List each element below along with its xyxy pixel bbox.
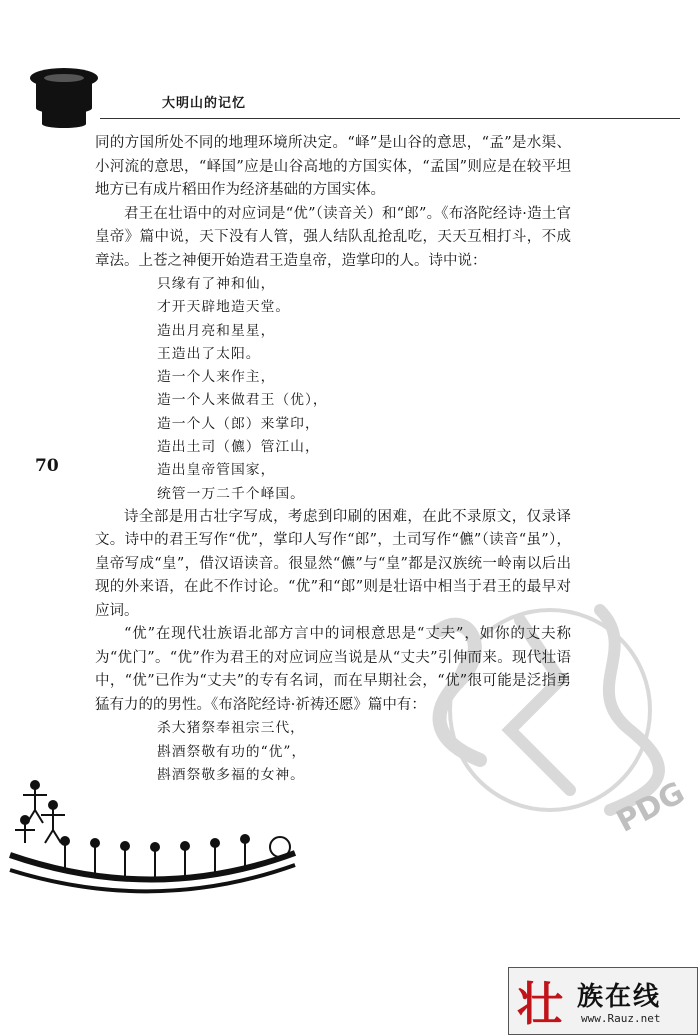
poem-line: 才开天辟地造天堂。: [157, 299, 291, 316]
poem-line: 造一个人（郎）来掌印，: [157, 415, 320, 432]
header-rule: [100, 118, 680, 119]
poem-line: 斟酒祭敬多福的女神。: [157, 767, 305, 784]
running-header: 大明山的记忆: [162, 96, 247, 111]
paragraph-3: 诗全部是用古壮字写成，考虑到印刷的困难，在此不录原文，仅录译文。诗中的君王写作“优”，掌印人写作“郎”，土司写作“儦”（读音“虽”），皇帝写成“皇”，借汉语读音。很显然“儦”与“皇”都是汉族统一岭南以后出现的外来语，在此不作讨论。“优”和“郎”则是壮语中相当于君王的最早对应词。: [95, 508, 571, 619]
logo-url: www.Rauz.net: [581, 1012, 661, 1025]
logo-brand: 族在线: [577, 982, 662, 1012]
watermark-label: PDG: [610, 775, 691, 840]
poem-line: 造一个人来作主，: [157, 369, 276, 386]
poem-line: 斟酒祭敬有功的“优”，: [157, 743, 307, 760]
poem-line: 造出皇帝管国家，: [157, 462, 276, 479]
poem-line: 造出土司（儦）管江山，: [157, 439, 320, 456]
poem-line: 造出月亮和星星，: [157, 322, 276, 339]
paragraph-4: “优”在现代壮族语北部方言中的词根意思是“丈夫”，如你的丈夫称为“优门”。“优”作为君王的对应词应当说是从“丈夫”引伸而来。现代壮语中，“优”已作为“丈夫”的专有名词，而在早期社会，“优”很可能是泛指勇猛有力的的男性。《布洛陀经诗·祈祷还愿》篇中有：: [95, 626, 571, 713]
paragraph-1: 同的方国所处不同的地理环境所决定。“峄”是山谷的意思，“孟”是水渠、小河流的意思，“峄国”应是山谷高地的方国实体，“孟国”则应是在较平坦地方已有成片稻田作为经济基础的方国实体。: [95, 135, 571, 198]
bronze-drum-icon: [28, 66, 100, 128]
poem-line: 只缘有了神和仙，: [157, 276, 276, 292]
rock-art-figures-icon: [5, 775, 305, 900]
poem-1: [95, 273, 571, 506]
page-number: 70: [35, 456, 59, 476]
logo-glyph: 壮: [517, 977, 563, 1031]
poem-line: 造一个人来做君王（优），: [157, 392, 328, 409]
paragraph-2: 君王在壮语中的对应词是“优”（读音关）和“郎”。《布洛陀经诗·造土官皇帝》篇中说，天下没有人管，强人结队乱抢乱吃，天天互相打斗，不成章法。上苍之神便开始造君王造皇帝，造掌印的人。诗中说：: [95, 205, 571, 269]
site-logo[interactable]: [508, 967, 698, 1035]
poem-line: 杀大猪祭奉祖宗三代，: [157, 720, 305, 737]
poem-line: 统管一万二千个峄国。: [157, 485, 305, 502]
poem-line: 王造出了太阳。: [157, 345, 261, 362]
